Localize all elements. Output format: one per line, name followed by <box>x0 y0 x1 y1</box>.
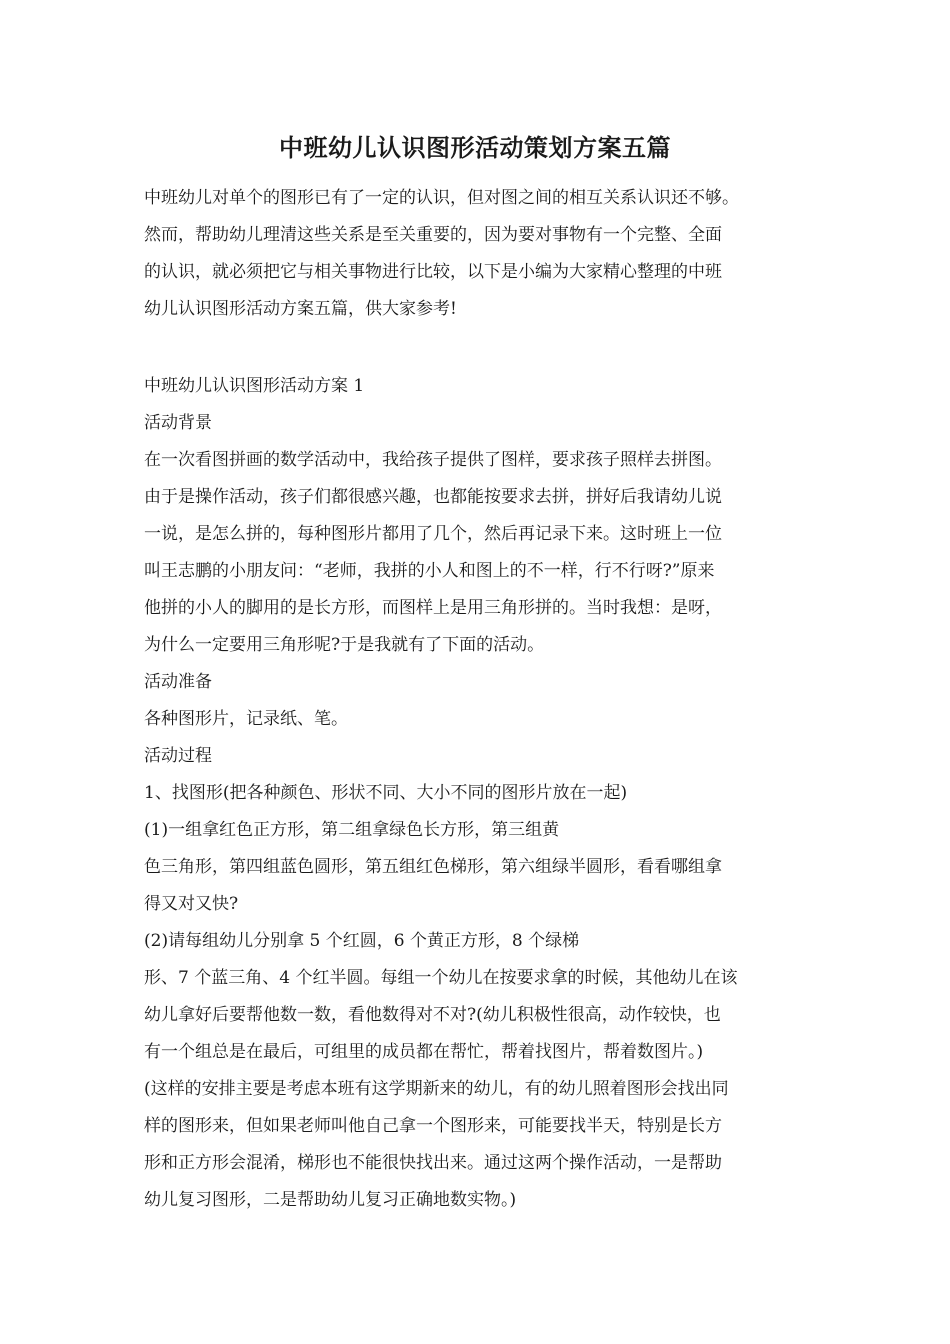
body-line: 形和正方形会混淆，梯形也不能很快找出来。通过这两个操作活动，一是帮助 <box>144 1153 722 1173</box>
body-line: 叫王志鹏的小朋友问：“老师，我拼的小人和图上的不一样，行不行呀?”原来 <box>144 561 715 581</box>
subheading-preparation: 活动准备 <box>144 672 212 692</box>
body-text <box>144 368 824 1219</box>
body-line: 色三角形，第四组蓝色圆形，第五组红色梯形，第六组绿半圆形，看看哪组拿 <box>144 857 722 877</box>
body-line: 幼儿拿好后要帮他数一数，看他数得对不对?(幼儿积极性很高，动作较快，也 <box>144 1005 721 1025</box>
body-line: 由于是操作活动，孩子们都很感兴趣，也都能按要求去拼，拼好后我请幼儿说 <box>144 487 722 507</box>
document-title: 中班幼儿认识图形活动策划方案五篇 <box>279 133 671 162</box>
body-line: (2)请每组幼儿分别拿 5 个红圆，6 个黄正方形，8 个绿梯 <box>144 931 580 951</box>
body-line: 为什么一定要用三角形呢?于是我就有了下面的活动。 <box>144 635 545 655</box>
body-line: (1)一组拿红色正方形，第二组拿绿色长方形，第三组黄 <box>144 820 560 840</box>
subheading-background: 活动背景 <box>144 413 212 433</box>
intro-line: 幼儿认识图形活动方案五篇，供大家参考! <box>144 299 457 319</box>
intro-line: 中班幼儿对单个的图形已有了一定的认识，但对图之间的相互关系认识还不够。 <box>144 188 739 208</box>
body-line: 在一次看图拼画的数学活动中，我给孩子提供了图样，要求孩子照样去拼图。 <box>144 450 722 470</box>
intro-paragraph <box>144 180 824 328</box>
body-line: 一说，是怎么拼的，每种图形片都用了几个，然后再记录下来。这时班上一位 <box>144 524 722 544</box>
body-line: (这样的安排主要是考虑本班有这学期新来的幼儿，有的幼儿照着图形会找出同 <box>144 1079 729 1099</box>
body-line: 有一个组总是在最后，可组里的成员都在帮忙，帮着找图片，帮着数图片。) <box>144 1042 704 1062</box>
body-line: 形、7 个蓝三角、4 个红半圆。每组一个幼儿在按要求拿的时候，其他幼儿在该 <box>144 968 738 988</box>
body-line: 1、找图形(把各种颜色、形状不同、大小不同的图形片放在一起) <box>144 783 628 803</box>
body-line: 各种图形片，记录纸、笔。 <box>144 709 348 729</box>
intro-line: 然而，帮助幼儿理清这些关系是至关重要的，因为要对事物有一个完整、全面 <box>144 225 722 245</box>
body-line: 样的图形来，但如果老师叫他自己拿一个图形来，可能要找半天，特别是长方 <box>144 1116 722 1136</box>
body-line: 得又对又快? <box>144 894 239 914</box>
section-heading: 中班幼儿认识图形活动方案 1 <box>144 376 365 396</box>
subheading-process: 活动过程 <box>144 746 212 766</box>
intro-line: 的认识，就必须把它与相关事物进行比较，以下是小编为大家精心整理的中班 <box>144 262 722 282</box>
body-line: 幼儿复习图形，二是帮助幼儿复习正确地数实物。) <box>144 1190 517 1210</box>
body-line: 他拼的小人的脚用的是长方形，而图样上是用三角形拼的。当时我想：是呀， <box>144 598 722 618</box>
